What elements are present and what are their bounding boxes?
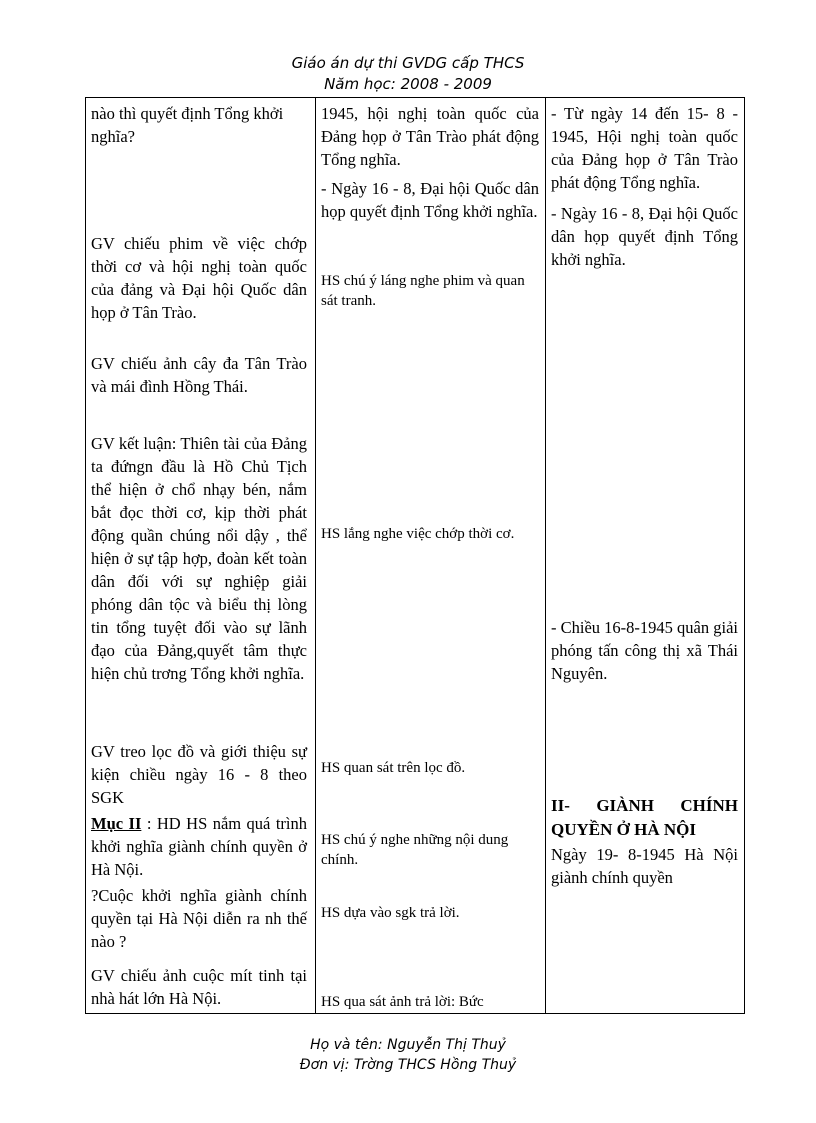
teacher-text-3: GV chiếu ảnh cây đa Tân Trào và mái đình Hồng Thái. [91,354,307,396]
lesson-content-column [545,98,744,1013]
teacher-question: ?Cuộc khởi nghĩa giành chính quyền tại Hà Nội diễn ra nh thế nào ? [91,886,307,951]
teacher-text-5: GV treo lọc đồ và giới thiệu sự kiện chiều ngày 16 - 8 theo SGK [91,742,307,807]
student-text-8: HS qua sát ảnh trả lời: Bức [321,994,484,1010]
student-text-1: 1945, hội nghị toàn quốc của Đảng họp ở Tân Trào phát động Tổng nghĩa. [321,104,539,169]
footer-unit: Đơn vị: Trờng THCS Hồng Thuỷ [299,1057,517,1073]
teacher-text-1: nào thì quyết định Tổng khởi nghĩa? [91,104,284,146]
teacher-text-2: GV chiếu phim về việc chớp thời cơ và hội nghị toàn quốc của đảng và Đại hội Quốc dân họp ở Tân Trào. [91,234,307,322]
footer-author: Họ và tên: Nguyễn Thị Thuỷ [310,1037,506,1053]
content-text-2: - Ngày 16 - 8, Đại hội Quốc dân họp quyết định Tổng khởi nghĩa. [551,204,738,269]
content-text-4: Ngày 19- 8-1945 Hà Nội giành chính quyền [551,845,738,887]
header-school-year: Năm học: 2008 - 2009 [324,75,492,93]
section-heading: II- GIÀNH CHÍNH QUYỀN Ở HÀ NỘI [551,796,738,839]
teacher-text-8: GV chiếu ảnh cuộc mít tinh tại nhà hát lớn Hà Nội. [91,966,307,1008]
lesson-table [85,97,745,1014]
teacher-activity-column [85,98,315,1013]
header-title: Giáo án dự thi GVDG cấp THCS [291,54,525,72]
student-text-7: HS dựa vào sgk trả lời. [321,905,460,921]
teacher-conclusion: GV kết luận: Thiên tài của Đảng ta đứngn đầu là Hồ Chủ Tịch thể hiện ở chổ nhạy bén, nắm bắt đọc thời cơ, kịp thời phát động quần chúng nổi dậy , thể hiện ở sự tập hợp, đoàn kết toàn dân đối với sự nghiệp giải phóng dân tộc và biểu thị lòng tin tổng tuyệt đối vào sự lãnh đạo của Đảng,quyết tâm thực hiện chủ trơng Tổng khởi nghĩa. [91,434,307,683]
content-text-1: - Từ ngày 14 đến 15- 8 - 1945, Hội nghị toàn quốc của Đảng họp ở Tân Trào phát động Tổng nghĩa. [551,104,738,192]
student-text-5: HS quan sát trên lọc đồ. [321,760,466,776]
section-label: Mục II [91,814,142,833]
teacher-section-2 [91,812,307,881]
table-border-right [744,98,745,1013]
student-text-3: HS chú ý láng nghe phim và quan sát tranh. [321,273,525,309]
student-text-4: HS lắng nghe việc chớp thời cơ. [321,526,515,542]
student-text-6: HS chú ý nghe những nội dung chính. [321,832,509,868]
content-text-3: - Chiều 16-8-1945 quân giải phóng tấn công thị xã Thái Nguyên. [551,618,738,683]
student-activity-column [315,98,545,1013]
section-text: : HD HS nắm quá trình khởi nghĩa giành chính quyền ở Hà Nội. [91,814,307,879]
student-text-2: - Ngày 16 - 8, Đại hội Quốc dân họp quyết định Tổng khởi nghĩa. [321,179,539,221]
